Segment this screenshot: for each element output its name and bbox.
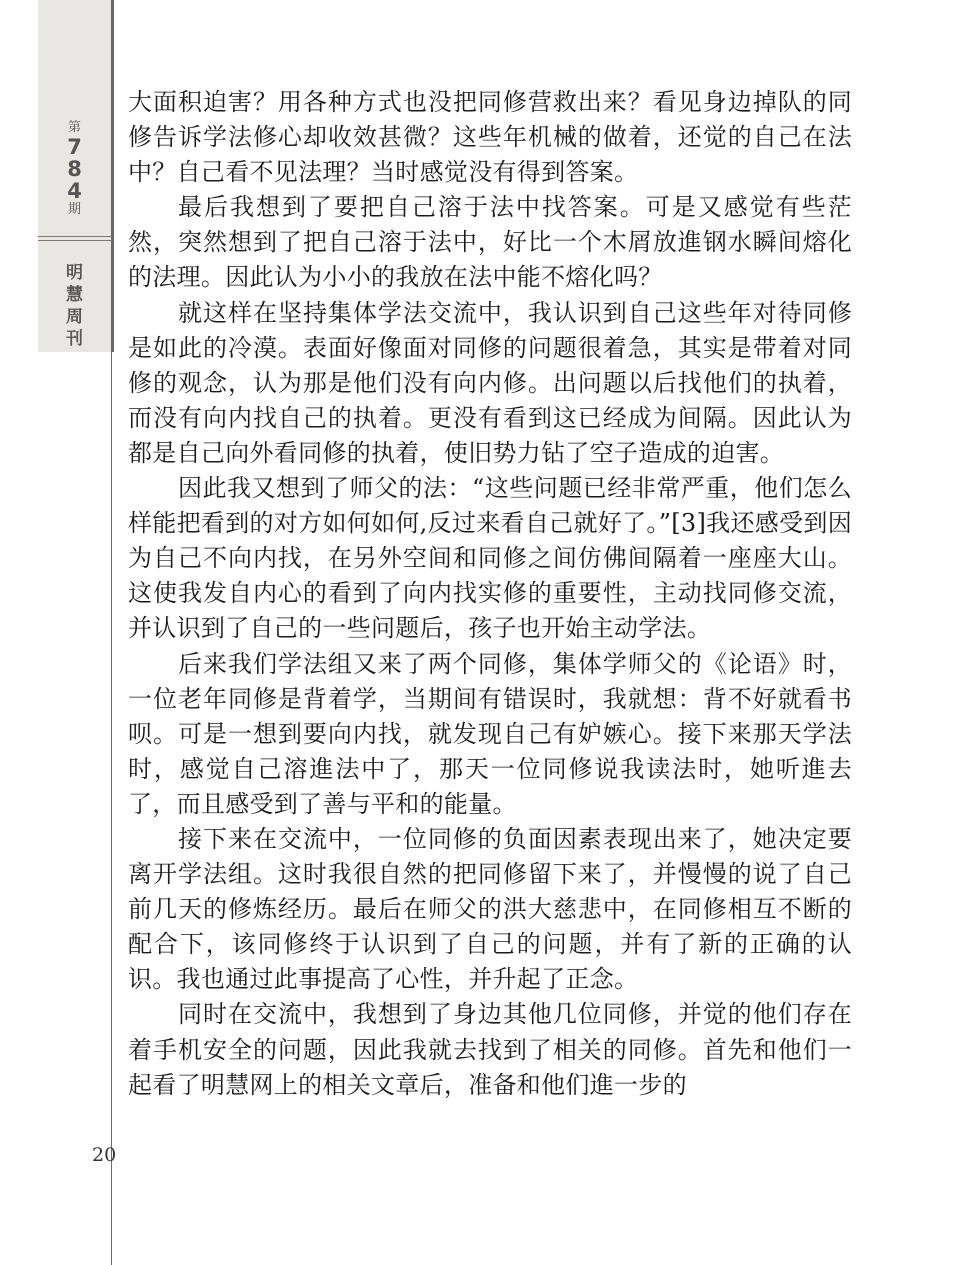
paragraph: 后来我们学法组又来了两个同修，集体学师父的《论语》时，一位老年同修是背着学，当期间有错误时，我就想：背不好就看书呗。可是一想到要向内找，就发现自己有妒嫉心。接下来那天学法时，感觉自己溶進法中了，那天一位同修说我读法时，她听進去了，而且感受到了善与平和的能量。 — [128, 649, 852, 818]
magazine-name — [38, 262, 111, 350]
magazine-name-char: 刊 — [66, 329, 83, 349]
issue-digit: 7 — [67, 135, 82, 159]
margin-rule — [111, 352, 112, 1265]
paragraph: 就这样在坚持集体学法交流中，我认识到自己这些年对待同修是如此的冷漠。表面好像面对同修的问题很着急，其实是带着对同修的观念，认为那是他们没有向内修。出问题以后找他们的执着，而没有向内找自己的执着。更没有看到这已经成为间隔。因此认为都是自己向外看同修的执着，使旧势力钻了空子造成的迫害。 — [128, 298, 852, 467]
paragraph: 同时在交流中，我想到了身边其他几位同修，并觉的他们存在着手机安全的问题，因此我就去找到了相关的同修。首先和他们一起看了明慧网上的相关文章后，准备和他们進一步的 — [128, 1000, 852, 1099]
magazine-name-char: 明 — [66, 263, 83, 283]
sidebar-tab — [38, 0, 114, 352]
issue-number — [38, 120, 111, 218]
issue-digit: 4 — [67, 179, 82, 203]
paragraph: 因此我又想到了师父的法：“这些问题已经非常严重，他们怎么样能把看到的对方如何如何,反过来看自己就好了。”[3]我还感受到因为自己不向内找，在另外空间和同修之间仿佛间隔着一座座大山。这使我发自内心的看到了向内找实修的重要性，主动找同修交流，并认识到了自己的一些问题后，孩子也开始主动学法。 — [128, 474, 852, 643]
issue-prefix: 第 — [67, 120, 81, 135]
magazine-name-char: 慧 — [66, 285, 83, 305]
paragraph: 接下来在交流中，一位同修的负面因素表现出来了，她决定要离开学法组。这时我很自然的把同修留下来了，并慢慢的说了自己前几天的修炼经历。最后在师父的洪大慈悲中，在同修相互不断的配合下，该同修终于认识到了自己的问题，并有了新的正确的认识。我也通过此事提高了心性，并升起了正念。 — [128, 824, 852, 994]
paragraph: 大面积迫害？用各种方式也没把同修营救出来？看见身边掉队的同修告诉学法修心却收效甚微？这些年机械的做着，还觉的自己在法中？自己看不见法理？当时感觉没有得到答案。 — [128, 88, 852, 187]
page-number: 20 — [92, 1144, 117, 1166]
issue-suffix: 期 — [67, 202, 81, 217]
paragraph: 最后我想到了要把自己溶于法中找答案。可是又感觉有些茫然，突然想到了把自己溶于法中，好比一个木屑放進钢水瞬间熔化的法理。因此认为小小的我放在法中能不熔化吗？ — [128, 193, 852, 292]
article-body — [128, 85, 852, 1103]
divider — [38, 236, 111, 237]
divider — [38, 240, 111, 241]
magazine-name-char: 周 — [66, 307, 83, 327]
issue-digit: 8 — [67, 157, 82, 181]
